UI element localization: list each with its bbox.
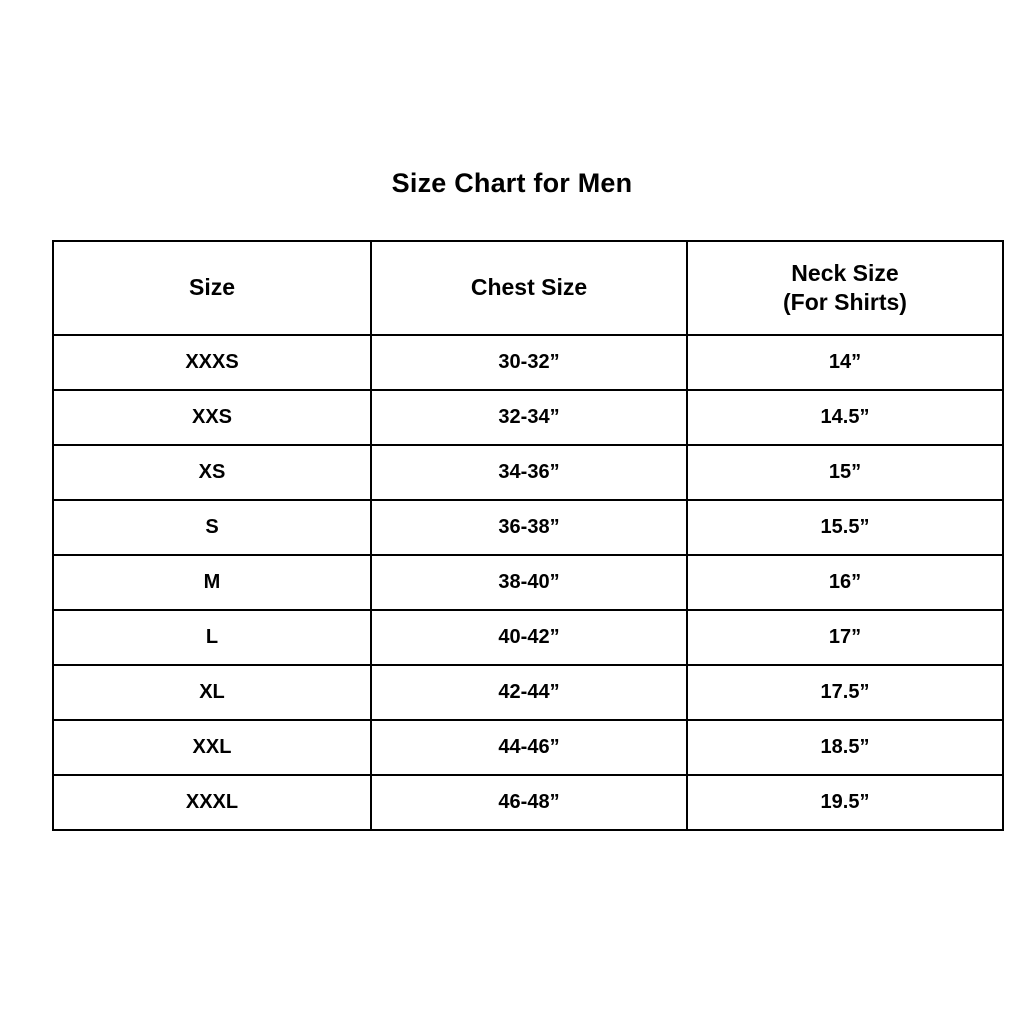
table-header-row — [53, 241, 1003, 335]
cell-size: S — [53, 500, 371, 555]
table-row — [53, 665, 1003, 720]
cell-size: XXXL — [53, 775, 371, 830]
cell-neck: 14” — [687, 335, 1003, 390]
cell-size: XXL — [53, 720, 371, 775]
cell-neck: 17” — [687, 610, 1003, 665]
cell-neck: 19.5” — [687, 775, 1003, 830]
table-header — [53, 241, 1003, 335]
cell-chest: 32-34” — [371, 390, 687, 445]
column-header-chest — [371, 241, 687, 335]
cell-size: L — [53, 610, 371, 665]
table-row — [53, 500, 1003, 555]
column-header-size — [53, 241, 371, 335]
cell-neck: 14.5” — [687, 390, 1003, 445]
cell-chest: 36-38” — [371, 500, 687, 555]
cell-neck: 15.5” — [687, 500, 1003, 555]
page-title: Size Chart for Men — [391, 168, 633, 198]
cell-chest: 30-32” — [371, 335, 687, 390]
table-row — [53, 775, 1003, 830]
cell-neck: 18.5” — [687, 720, 1003, 775]
table-row — [53, 335, 1003, 390]
cell-chest: 42-44” — [371, 665, 687, 720]
table-row — [53, 445, 1003, 500]
cell-chest: 34-36” — [371, 445, 687, 500]
cell-size: XXXS — [53, 335, 371, 390]
cell-neck: 17.5” — [687, 665, 1003, 720]
table-row — [53, 555, 1003, 610]
cell-neck: 16” — [687, 555, 1003, 610]
cell-chest: 46-48” — [371, 775, 687, 830]
column-header-neck-label: Neck Size — [791, 259, 899, 286]
column-header-neck — [687, 241, 1003, 335]
cell-chest: 38-40” — [371, 555, 687, 610]
column-header-chest-label: Chest Size — [470, 274, 588, 301]
cell-size: M — [53, 555, 371, 610]
cell-chest: 44-46” — [371, 720, 687, 775]
size-chart-table — [52, 240, 1004, 831]
cell-chest: 40-42” — [371, 610, 687, 665]
cell-size: XL — [53, 665, 371, 720]
cell-neck: 15” — [687, 445, 1003, 500]
cell-size: XS — [53, 445, 371, 500]
column-header-neck-sublabel: (For Shirts) — [783, 289, 907, 315]
table-row — [53, 390, 1003, 445]
table-row — [53, 610, 1003, 665]
table-body — [53, 335, 1003, 830]
cell-size: XXS — [53, 390, 371, 445]
column-header-size-label: Size — [188, 274, 236, 301]
table-row — [53, 720, 1003, 775]
